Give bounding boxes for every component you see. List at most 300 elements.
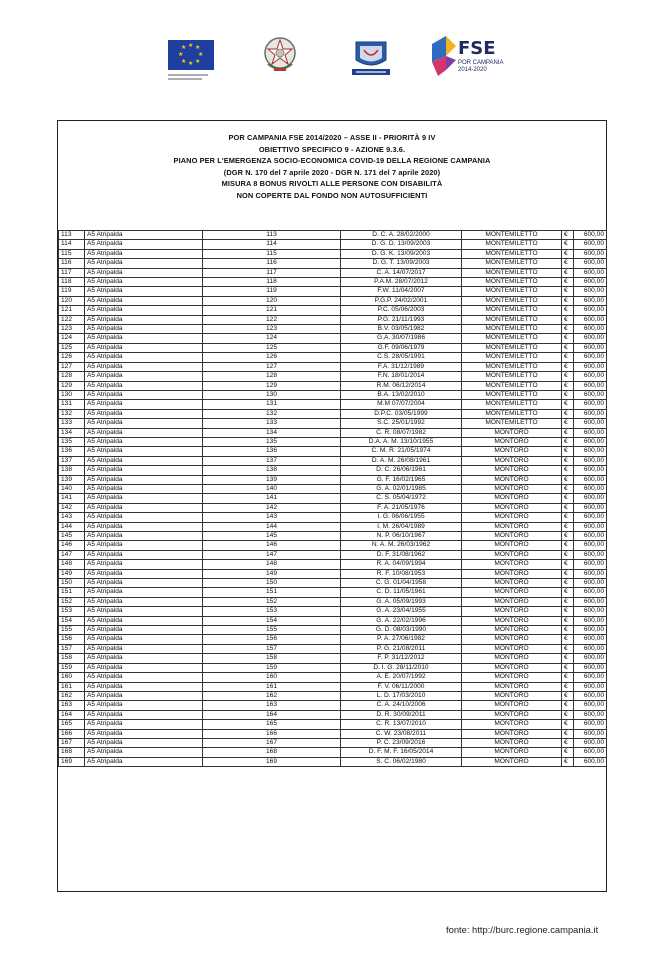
district-cell: A5 Atripalda — [85, 278, 203, 287]
district-cell: A5 Atripalda — [85, 616, 203, 625]
beneficiary-initials-cell: N. P. 06/10/1967 — [341, 532, 462, 541]
currency-cell: € — [562, 437, 574, 446]
row-number: 166 — [59, 729, 85, 738]
progressive-number: 131 — [203, 400, 341, 409]
municipality-cell: MONTEMILETTO — [462, 231, 562, 240]
municipality-cell: MONTEMILETTO — [462, 240, 562, 249]
progressive-number: 125 — [203, 343, 341, 352]
amount-cell: 600,00 — [574, 390, 607, 399]
amount-cell: 600,00 — [574, 400, 607, 409]
amount-cell: 600,00 — [574, 494, 607, 503]
table-row — [59, 644, 607, 653]
district-cell: A5 Atripalda — [85, 513, 203, 522]
currency-cell: € — [562, 287, 574, 296]
amount-cell: 600,00 — [574, 419, 607, 428]
district-cell: A5 Atripalda — [85, 673, 203, 682]
beneficiary-initials-cell: P.A.M. 28/07/2012 — [341, 278, 462, 287]
amount-cell: 600,00 — [574, 588, 607, 597]
currency-cell: € — [562, 597, 574, 606]
district-cell: A5 Atripalda — [85, 494, 203, 503]
table-row — [59, 616, 607, 625]
amount-cell: 600,00 — [574, 466, 607, 475]
currency-cell: € — [562, 710, 574, 719]
row-number: 131 — [59, 400, 85, 409]
eu-caption-lines — [168, 72, 218, 82]
municipality-cell: MONTEMILETTO — [462, 315, 562, 324]
district-cell: A5 Atripalda — [85, 757, 203, 766]
row-number: 162 — [59, 691, 85, 700]
table-row — [59, 569, 607, 578]
table-row — [59, 626, 607, 635]
amount-cell: 600,00 — [574, 447, 607, 456]
amount-cell: 600,00 — [574, 738, 607, 747]
district-cell: A5 Atripalda — [85, 579, 203, 588]
municipality-cell: MONTORO — [462, 503, 562, 512]
row-number: 146 — [59, 541, 85, 550]
row-number: 118 — [59, 278, 85, 287]
currency-cell: € — [562, 635, 574, 644]
row-number: 159 — [59, 663, 85, 672]
progressive-number: 154 — [203, 616, 341, 625]
municipality-cell: MONTORO — [462, 484, 562, 493]
currency-cell: € — [562, 616, 574, 625]
table-row — [59, 325, 607, 334]
row-number: 137 — [59, 456, 85, 465]
beneficiary-initials-cell: D. A. M. 26/08/1961 — [341, 456, 462, 465]
currency-cell: € — [562, 579, 574, 588]
currency-cell: € — [562, 644, 574, 653]
currency-cell: € — [562, 541, 574, 550]
municipality-cell: MONTEMILETTO — [462, 400, 562, 409]
table-row — [59, 748, 607, 757]
beneficiary-initials-cell: G. A. 02/01/1985 — [341, 484, 462, 493]
progressive-number: 167 — [203, 738, 341, 747]
heading-line: OBIETTIVO SPECIFICO 9 - AZIONE 9.3.6. — [258, 144, 406, 154]
row-number: 121 — [59, 306, 85, 315]
row-number: 156 — [59, 635, 85, 644]
row-number: 113 — [59, 231, 85, 240]
currency-cell: € — [562, 663, 574, 672]
municipality-cell: MONTEMILETTO — [462, 278, 562, 287]
district-cell: A5 Atripalda — [85, 447, 203, 456]
municipality-cell: MONTEMILETTO — [462, 325, 562, 334]
row-number: 155 — [59, 626, 85, 635]
beneficiary-initials-cell: A. E. 20/07/1992 — [341, 673, 462, 682]
table-row — [59, 390, 607, 399]
progressive-number: 158 — [203, 654, 341, 663]
district-cell: A5 Atripalda — [85, 231, 203, 240]
district-cell: A5 Atripalda — [85, 560, 203, 569]
amount-cell: 600,00 — [574, 673, 607, 682]
municipality-cell: MONTORO — [462, 475, 562, 484]
row-number: 157 — [59, 644, 85, 653]
progressive-number: 155 — [203, 626, 341, 635]
table-row — [59, 240, 607, 249]
district-cell: A5 Atripalda — [85, 710, 203, 719]
amount-cell: 600,00 — [574, 720, 607, 729]
municipality-cell: MONTEMILETTO — [462, 268, 562, 277]
district-cell: A5 Atripalda — [85, 343, 203, 352]
municipality-cell: MONTORO — [462, 522, 562, 531]
table-row — [59, 738, 607, 747]
amount-cell: 600,00 — [574, 278, 607, 287]
row-number: 138 — [59, 466, 85, 475]
currency-cell: € — [562, 362, 574, 371]
district-cell: A5 Atripalda — [85, 522, 203, 531]
municipality-cell: MONTORO — [462, 644, 562, 653]
progressive-number: 133 — [203, 419, 341, 428]
municipality-cell: MONTORO — [462, 738, 562, 747]
beneficiary-initials-cell: C. A. 14/07/2017 — [341, 268, 462, 277]
beneficiary-initials-cell: S.C. 25/01/1992 — [341, 419, 462, 428]
currency-cell: € — [562, 390, 574, 399]
table-row — [59, 607, 607, 616]
row-number: 135 — [59, 437, 85, 446]
district-cell: A5 Atripalda — [85, 249, 203, 258]
currency-cell: € — [562, 268, 574, 277]
currency-cell: € — [562, 259, 574, 268]
currency-cell: € — [562, 607, 574, 616]
heading-line: PIANO PER L'EMERGENZA SOCIO-ECONOMICA COVID-19 DELLA REGIONE CAMPANIA — [173, 156, 491, 166]
amount-cell: 600,00 — [574, 306, 607, 315]
beneficiary-initials-cell: L. D. 17/03/2010 — [341, 691, 462, 700]
progressive-number: 116 — [203, 259, 341, 268]
table-row — [59, 522, 607, 531]
district-cell: A5 Atripalda — [85, 428, 203, 437]
beneficiary-initials-cell: P.C. 05/06/2003 — [341, 306, 462, 315]
municipality-cell: MONTORO — [462, 691, 562, 700]
row-number: 158 — [59, 654, 85, 663]
beneficiary-initials-cell: F.N. 18/01/2014 — [341, 372, 462, 381]
amount-cell: 600,00 — [574, 560, 607, 569]
progressive-number: 135 — [203, 437, 341, 446]
table-row — [59, 334, 607, 343]
table-row — [59, 673, 607, 682]
table-row — [59, 560, 607, 569]
municipality-cell: MONTEMILETTO — [462, 362, 562, 371]
table-row — [59, 249, 607, 258]
currency-cell: € — [562, 428, 574, 437]
currency-cell: € — [562, 720, 574, 729]
district-cell: A5 Atripalda — [85, 362, 203, 371]
municipality-cell: MONTEMILETTO — [462, 372, 562, 381]
amount-cell: 600,00 — [574, 607, 607, 616]
beneficiary-initials-cell: I. M. 26/04/1989 — [341, 522, 462, 531]
progressive-number: 141 — [203, 494, 341, 503]
currency-cell: € — [562, 588, 574, 597]
district-cell: A5 Atripalda — [85, 268, 203, 277]
district-cell: A5 Atripalda — [85, 569, 203, 578]
municipality-cell: MONTORO — [462, 710, 562, 719]
row-number: 147 — [59, 550, 85, 559]
district-cell: A5 Atripalda — [85, 644, 203, 653]
currency-cell: € — [562, 484, 574, 493]
progressive-number: 118 — [203, 278, 341, 287]
progressive-number: 143 — [203, 513, 341, 522]
district-cell: A5 Atripalda — [85, 663, 203, 672]
municipality-cell: MONTORO — [462, 635, 562, 644]
progressive-number: 137 — [203, 456, 341, 465]
amount-cell: 600,00 — [574, 626, 607, 635]
table-row — [59, 503, 607, 512]
beneficiary-initials-cell: C. A. 24/10/2006 — [341, 701, 462, 710]
table-row — [59, 362, 607, 371]
amount-cell: 600,00 — [574, 757, 607, 766]
currency-cell: € — [562, 738, 574, 747]
municipality-cell: MONTORO — [462, 541, 562, 550]
beneficiary-initials-cell: G.F. 09/06/1979 — [341, 343, 462, 352]
amount-cell: 600,00 — [574, 654, 607, 663]
beneficiary-initials-cell: P. C. 23/09/2016 — [341, 738, 462, 747]
progressive-number: 114 — [203, 240, 341, 249]
district-cell: A5 Atripalda — [85, 607, 203, 616]
district-cell: A5 Atripalda — [85, 306, 203, 315]
district-cell: A5 Atripalda — [85, 532, 203, 541]
table-row — [59, 419, 607, 428]
table-row — [59, 475, 607, 484]
district-cell: A5 Atripalda — [85, 503, 203, 512]
progressive-number: 169 — [203, 757, 341, 766]
district-cell: A5 Atripalda — [85, 240, 203, 249]
beneficiary-initials-cell: C. R. 13/07/2010 — [341, 720, 462, 729]
currency-cell: € — [562, 560, 574, 569]
table-row — [59, 663, 607, 672]
beneficiary-initials-cell: C.S. 28/05/1991 — [341, 353, 462, 362]
municipality-cell: MONTEMILETTO — [462, 390, 562, 399]
currency-cell: € — [562, 475, 574, 484]
row-number: 123 — [59, 325, 85, 334]
amount-cell: 600,00 — [574, 296, 607, 305]
beneficiary-initials-cell: P.G.P. 24/02/2001 — [341, 296, 462, 305]
table-row — [59, 691, 607, 700]
amount-cell: 600,00 — [574, 541, 607, 550]
currency-cell: € — [562, 513, 574, 522]
row-number: 167 — [59, 738, 85, 747]
table-row — [59, 306, 607, 315]
district-cell: A5 Atripalda — [85, 372, 203, 381]
row-number: 165 — [59, 720, 85, 729]
table-row — [59, 278, 607, 287]
table-row — [59, 720, 607, 729]
row-number: 168 — [59, 748, 85, 757]
row-number: 161 — [59, 682, 85, 691]
currency-cell: € — [562, 334, 574, 343]
municipality-cell: MONTORO — [462, 597, 562, 606]
currency-cell: € — [562, 231, 574, 240]
table-row — [59, 579, 607, 588]
currency-cell: € — [562, 569, 574, 578]
municipality-cell: MONTORO — [462, 579, 562, 588]
progressive-number: 153 — [203, 607, 341, 616]
row-number: 153 — [59, 607, 85, 616]
amount-cell: 600,00 — [574, 372, 607, 381]
amount-cell: 600,00 — [574, 579, 607, 588]
progressive-number: 144 — [203, 522, 341, 531]
amount-cell: 600,00 — [574, 409, 607, 418]
progressive-number: 159 — [203, 663, 341, 672]
beneficiary-initials-cell: M.M 07/07/2004 — [341, 400, 462, 409]
beneficiary-initials-cell: F. V. 06/11/2000 — [341, 682, 462, 691]
amount-cell: 600,00 — [574, 437, 607, 446]
municipality-cell: MONTORO — [462, 560, 562, 569]
beneficiary-initials-cell: C. R. 08/07/1982 — [341, 428, 462, 437]
progressive-number: 127 — [203, 362, 341, 371]
progressive-number: 149 — [203, 569, 341, 578]
amount-cell: 600,00 — [574, 475, 607, 484]
municipality-cell: MONTEMILETTO — [462, 419, 562, 428]
row-number: 140 — [59, 484, 85, 493]
currency-cell: € — [562, 343, 574, 352]
table-row — [59, 409, 607, 418]
progressive-number: 166 — [203, 729, 341, 738]
amount-cell: 600,00 — [574, 268, 607, 277]
beneficiary-initials-cell: D. C. A. 28/02/2000 — [341, 231, 462, 240]
municipality-cell: MONTORO — [462, 466, 562, 475]
progressive-number: 140 — [203, 484, 341, 493]
amount-cell: 600,00 — [574, 569, 607, 578]
table-row — [59, 710, 607, 719]
amount-cell: 600,00 — [574, 644, 607, 653]
currency-cell: € — [562, 447, 574, 456]
beneficiary-initials-cell: D. I. G. 28/11/2010 — [341, 663, 462, 672]
table-row — [59, 654, 607, 663]
amount-cell: 600,00 — [574, 315, 607, 324]
amount-cell: 600,00 — [574, 343, 607, 352]
heading-line: MISURA 8 BONUS RIVOLTI ALLE PERSONE CON DISABILITÀ — [221, 179, 443, 189]
currency-cell: € — [562, 729, 574, 738]
currency-cell: € — [562, 494, 574, 503]
district-cell: A5 Atripalda — [85, 419, 203, 428]
amount-cell: 600,00 — [574, 691, 607, 700]
beneficiary-initials-cell: C. G. 01/04/1958 — [341, 579, 462, 588]
table-row — [59, 541, 607, 550]
district-cell: A5 Atripalda — [85, 325, 203, 334]
progressive-number: 150 — [203, 579, 341, 588]
row-number: 122 — [59, 315, 85, 324]
district-cell: A5 Atripalda — [85, 654, 203, 663]
beneficiary-initials-cell: G. A. 05/09/1993 — [341, 597, 462, 606]
heading-line: NON COPERTE DAL FONDO NON AUTOSUFFICIENTI — [236, 190, 428, 200]
district-cell: A5 Atripalda — [85, 334, 203, 343]
district-cell: A5 Atripalda — [85, 287, 203, 296]
progressive-number: 138 — [203, 466, 341, 475]
beneficiary-initials-cell: R. A. 04/09/1994 — [341, 560, 462, 569]
municipality-cell: MONTORO — [462, 626, 562, 635]
heading-line: (DGR N. 170 del 7 aprile 2020 - DGR N. 171 del 7 aprile 2020) — [223, 167, 441, 177]
currency-cell: € — [562, 748, 574, 757]
currency-cell: € — [562, 626, 574, 635]
municipality-cell: MONTORO — [462, 729, 562, 738]
district-cell: A5 Atripalda — [85, 353, 203, 362]
currency-cell: € — [562, 240, 574, 249]
row-number: 145 — [59, 532, 85, 541]
municipality-cell: MONTORO — [462, 456, 562, 465]
progressive-number: 156 — [203, 635, 341, 644]
logo-bar — [0, 30, 652, 85]
beneficiary-initials-cell: B.A. 13/02/2010 — [341, 390, 462, 399]
currency-cell: € — [562, 278, 574, 287]
beneficiary-initials-cell: S. C. 06/02/1980 — [341, 757, 462, 766]
table-row — [59, 296, 607, 305]
municipality-cell: MONTEMILETTO — [462, 334, 562, 343]
beneficiary-initials-cell: N. A. M. 26/03/1962 — [341, 541, 462, 550]
progressive-number: 119 — [203, 287, 341, 296]
beneficiary-initials-cell: C. S. 05/04/1972 — [341, 494, 462, 503]
progressive-number: 147 — [203, 550, 341, 559]
progressive-number: 130 — [203, 390, 341, 399]
table-row — [59, 513, 607, 522]
row-number: 124 — [59, 334, 85, 343]
row-number: 126 — [59, 353, 85, 362]
table-row — [59, 757, 607, 766]
amount-cell: 600,00 — [574, 259, 607, 268]
eu-flag-icon: ★ ★ ★ ★ ★ ★ ★ ★ — [168, 40, 214, 70]
municipality-cell: MONTORO — [462, 428, 562, 437]
progressive-number: 124 — [203, 334, 341, 343]
progressive-number: 113 — [203, 231, 341, 240]
row-number: 129 — [59, 381, 85, 390]
row-number: 125 — [59, 343, 85, 352]
table-row — [59, 466, 607, 475]
progressive-number: 152 — [203, 597, 341, 606]
district-cell: A5 Atripalda — [85, 259, 203, 268]
amount-cell: 600,00 — [574, 682, 607, 691]
progressive-number: 162 — [203, 691, 341, 700]
district-cell: A5 Atripalda — [85, 597, 203, 606]
municipality-cell: MONTORO — [462, 494, 562, 503]
row-number: 128 — [59, 372, 85, 381]
district-cell: A5 Atripalda — [85, 409, 203, 418]
progressive-number: 136 — [203, 447, 341, 456]
currency-cell: € — [562, 673, 574, 682]
table-row — [59, 729, 607, 738]
table-row — [59, 343, 607, 352]
table-row — [59, 268, 607, 277]
municipality-cell: MONTEMILETTO — [462, 296, 562, 305]
row-number: 142 — [59, 503, 85, 512]
municipality-cell: MONTORO — [462, 550, 562, 559]
amount-cell: 600,00 — [574, 325, 607, 334]
beneficiary-initials-cell: G. A. 22/02/1996 — [341, 616, 462, 625]
municipality-cell: MONTEMILETTO — [462, 343, 562, 352]
beneficiary-initials-cell: F.W. 11/04/2007 — [341, 287, 462, 296]
progressive-number: 142 — [203, 503, 341, 512]
district-cell: A5 Atripalda — [85, 588, 203, 597]
table-row — [59, 597, 607, 606]
beneficiary-initials-cell: F. P. 31/12/2012 — [341, 654, 462, 663]
table-row — [59, 447, 607, 456]
amount-cell: 600,00 — [574, 597, 607, 606]
row-number: 143 — [59, 513, 85, 522]
municipality-cell: MONTORO — [462, 607, 562, 616]
fse-sublabel: POR CAMPANIA 2014-2020 — [458, 60, 504, 73]
municipality-cell: MONTORO — [462, 673, 562, 682]
currency-cell: € — [562, 466, 574, 475]
municipality-cell: MONTEMILETTO — [462, 353, 562, 362]
district-cell: A5 Atripalda — [85, 748, 203, 757]
beneficiary-initials-cell: F.A. 31/12/1989 — [341, 362, 462, 371]
beneficiary-initials-cell: D. R. 30/09/2011 — [341, 710, 462, 719]
amount-cell: 600,00 — [574, 522, 607, 531]
eu-flag-logo — [168, 40, 216, 72]
municipality-cell: MONTEMILETTO — [462, 381, 562, 390]
district-cell: A5 Atripalda — [85, 701, 203, 710]
beneficiary-initials-cell: P. A. 27/06/1982 — [341, 635, 462, 644]
municipality-cell: MONTORO — [462, 616, 562, 625]
municipality-cell: MONTORO — [462, 447, 562, 456]
district-cell: A5 Atripalda — [85, 738, 203, 747]
beneficiary-initials-cell: G.A. 30/07/1986 — [341, 334, 462, 343]
